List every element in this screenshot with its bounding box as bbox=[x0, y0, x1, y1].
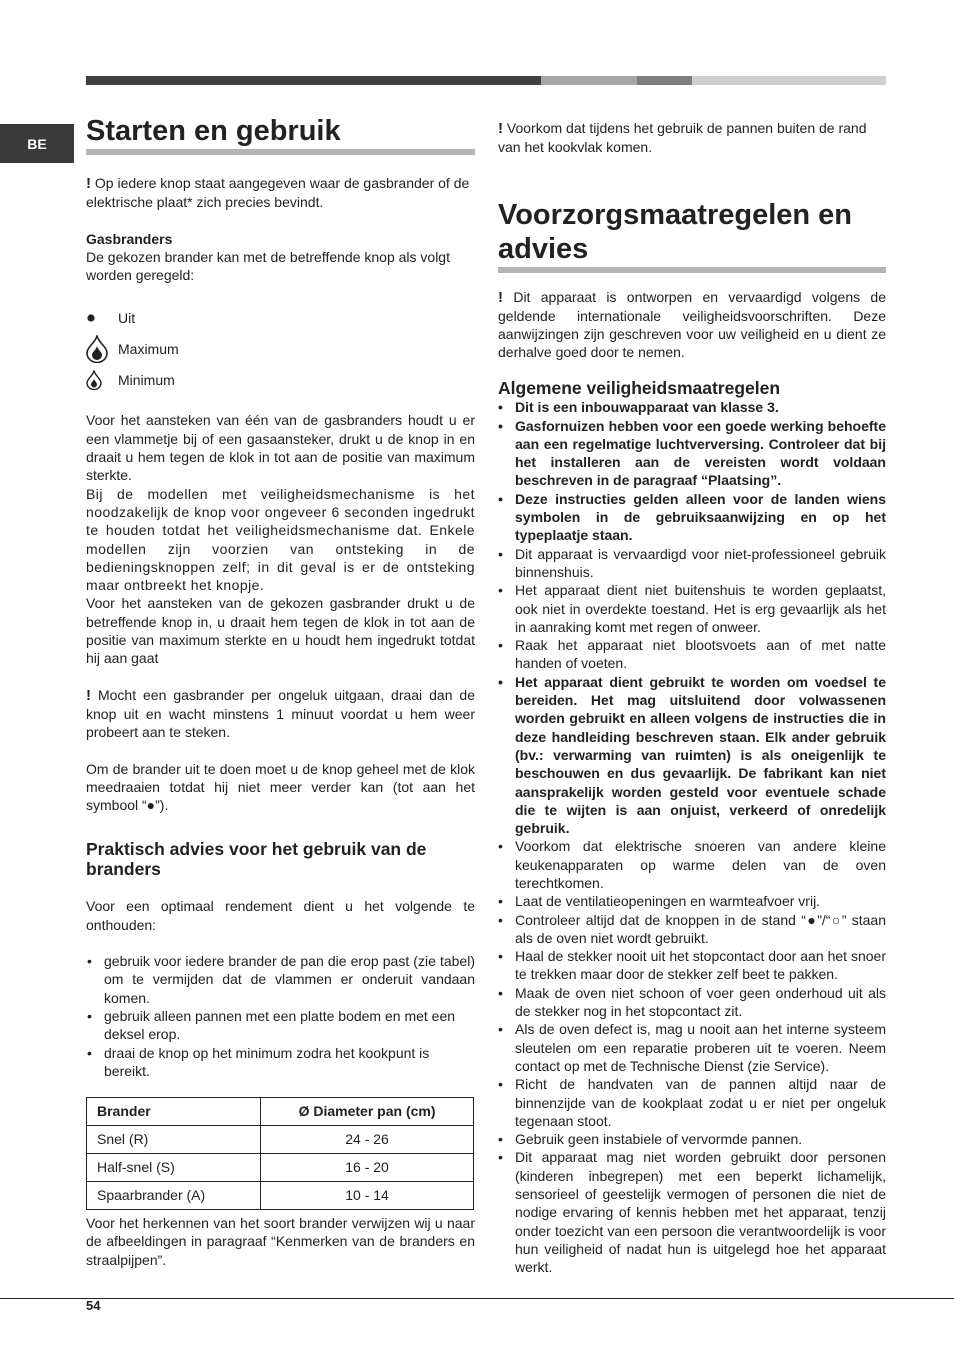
top-warning-text: Voorkom dat tijdens het gebruik de pannen buiten de rand van het kookvlak komen. bbox=[498, 120, 867, 156]
symbol-label: Maximum bbox=[118, 340, 179, 357]
symbol-row-maximum bbox=[86, 333, 475, 364]
table-cell: 16 - 20 bbox=[261, 1154, 474, 1182]
list-item: • Het apparaat dient gebruikt te worden om voedsel te bereiden. Het mag uitsluitend door volwassenen worden gebruikt en alleen volgens de instructies die in deze handleiding beschreven staan. Elk ander gebruik (bv.: verwarming van ruimten) is als oneigenlijk te beschouwen en dus gevaarlijk. De fabrikant kan niet aansprakelijk worden gesteld voor eventuele schade die te wijten is aan onjuist, verkeerd of onredelijk gebruik. bbox=[498, 673, 886, 838]
list-item: • Maak de oven niet schoon of voer geen onderhoud uit als de stekker nog in het stopcontact zit. bbox=[498, 984, 886, 1021]
bar-segment bbox=[86, 76, 541, 85]
intro-text: Op iedere knop staat aangegeven waar de gasbrander of de elektrische plaat* zich precies bevindt. bbox=[86, 175, 470, 211]
safety-intro bbox=[498, 288, 886, 362]
symbol-row-minimum bbox=[86, 364, 475, 395]
bar-segment bbox=[637, 76, 692, 85]
safety-list bbox=[498, 398, 886, 1276]
top-color-bar bbox=[86, 76, 886, 85]
exclamation-icon: ! bbox=[498, 120, 503, 137]
table-row bbox=[87, 1126, 474, 1154]
advice-list bbox=[86, 952, 475, 1080]
bar-segment bbox=[541, 76, 637, 85]
exclamation-icon: ! bbox=[498, 288, 503, 306]
table-row bbox=[87, 1154, 474, 1182]
off-text: Om de brander uit te doen moet u de knop geheel met de klok meedraaien totdat hij niet meer verder kan (tot aan het symbool “●”). bbox=[86, 760, 475, 814]
right-column bbox=[498, 119, 886, 1277]
safety-text: Bij de modellen met veiligheidsmechanisme is het noodzakelijk de knop voor ongeveer 6 seconden ingedrukt te houden totdat het veiligheidsmechanisme dat. Enkele modellen zijn voorzien van ontsteking in de bedieningsknoppen zelf; in dit geval is er de ontsteking maar ontbreekt het knopje. bbox=[86, 485, 475, 594]
footer-rule bbox=[0, 1298, 954, 1299]
table-cell: Half-snel (S) bbox=[87, 1154, 261, 1182]
gas-heading: Gasbranders bbox=[86, 230, 173, 247]
large-flame-icon bbox=[86, 335, 118, 363]
small-flame-icon bbox=[86, 370, 118, 390]
list-item: • gebruik alleen pannen met een platte bodem en met een deksel erop. bbox=[86, 1007, 475, 1044]
list-item: • Het apparaat dient niet buitenshuis te worden geplaatst, ook niet in overdekte toestand. Het is erg gevaarlijk als het in aanraking komt met regen of onweer. bbox=[498, 581, 886, 636]
list-item: • Dit is een inbouwapparaat van klasse 3. bbox=[498, 398, 886, 416]
list-item: • gebruik voor iedere brander de pan die erop past (zie tabel) om te vermijden dat de vlammen er onderuit vandaan komen. bbox=[86, 952, 475, 1007]
advice-heading: Praktisch advies voor het gebruik van de branders bbox=[86, 839, 427, 879]
gas-text: De gekozen brander kan met de betreffende knop als volgt worden geregeld: bbox=[86, 248, 450, 284]
advice-intro: Voor een optimaal rendement dient u het volgende te onthouden: bbox=[86, 898, 475, 933]
ignite-text: Voor het aansteken van één van de gasbranders houdt u er een vlammetje bij of een gasaansteker, drukt u de knop in en draait u hem tegen de klok in tot aan de positie van maximum sterkte. bbox=[86, 412, 475, 484]
list-item: • Gebruik geen instabiele of vervormde pannen. bbox=[498, 1130, 886, 1148]
list-item: • draai de knop op het minimum zodra het kookpunt is bereikt. bbox=[86, 1044, 475, 1081]
table-cell: 24 - 26 bbox=[261, 1126, 474, 1154]
list-item: • Dit apparaat mag niet worden gebruikt door personen (kinderen inbegrepen) met een beperkt lichamelijk, sensorieel of geestelijk vermogen of personen die niet de nodige ervaring of kennis hebben met het apparaat, tenzij onder toezicht van een persoon die verantwoordelijk is voor hun veiligheid of nadat hun is uitgelegd hoe het apparaat werkt. bbox=[498, 1148, 886, 1276]
safety-intro-text: Dit apparaat is ontworpen en vervaardigd volgens de geldende internationale veiligheidsvoorschriften. Deze aanwijzingen zijn geschreven voor uw veiligheid en u dient ze derhalve goed door te nemen. bbox=[498, 288, 886, 361]
table-header: Ø Diameter pan (cm) bbox=[261, 1098, 474, 1126]
page-number: 54 bbox=[86, 1298, 101, 1313]
ignite-text-2: Voor het aansteken van de gekozen gasbrander drukt u de betreffende knop in, u draait hem tegen de klok in tot aan de positie van maximum sterkte en u houdt hem ingedrukt totdat hij aan gaat bbox=[86, 595, 475, 667]
list-item: • Voorkom dat elektrische snoeren van andere kleine keukenapparaten op warme delen van de oven terechtkomen. bbox=[498, 837, 886, 892]
left-column bbox=[86, 114, 475, 1269]
list-item: • Dit apparaat is vervaardigd voor niet-professioneel gebruik binnenshuis. bbox=[498, 545, 886, 582]
symbol-label: Minimum bbox=[118, 371, 175, 388]
bar-segment bbox=[692, 76, 886, 85]
warning-paragraph bbox=[86, 686, 475, 742]
table-header-row bbox=[87, 1098, 474, 1126]
language-tab: BE bbox=[0, 124, 74, 163]
ignite-section bbox=[86, 411, 475, 667]
list-item: • Deze instructies gelden alleen voor de landen wiens symbolen in de gebruiksaanwijzing en op het typeplaatje staan. bbox=[498, 490, 886, 545]
table-row bbox=[87, 1182, 474, 1210]
intro-paragraph bbox=[86, 174, 475, 212]
table-cell: Snel (R) bbox=[87, 1126, 261, 1154]
off-dot-icon bbox=[86, 312, 118, 324]
exclamation-icon: ! bbox=[86, 686, 91, 704]
safety-subheading: Algemene veiligheidsmaatregelen bbox=[498, 377, 781, 398]
closing-text: Voor het herkennen van het soort brander verwijzen wij u naar de afbeeldingen in paragraaf “Kenmerken van de branders en straalpijpen”. bbox=[86, 1215, 475, 1268]
symbol-legend bbox=[86, 302, 475, 395]
list-item: • Controleer altijd dat de knoppen in de stand “●”/“○” staan als de oven niet wordt gebruikt. bbox=[498, 911, 886, 948]
section-title: Voorzorgsmaatregelen en advies bbox=[498, 198, 853, 265]
exclamation-icon: ! bbox=[86, 175, 91, 192]
title-underline bbox=[498, 267, 886, 273]
list-item: • Raak het apparaat niet blootsvoets aan of met natte handen of voeten. bbox=[498, 636, 886, 673]
title-underline bbox=[86, 149, 475, 155]
top-warning bbox=[498, 119, 886, 157]
list-item: • Haal de stekker nooit uit het stopcontact door aan het snoer te trekken maar door de stekker zelf beet te pakken. bbox=[498, 947, 886, 984]
list-item: • Als de oven defect is, mag u nooit aan het interne systeem sleutelen om een reparatie proberen uit te voeren. Neem contact op met de Technische Dienst (zie Service). bbox=[498, 1020, 886, 1075]
symbol-label: Uit bbox=[118, 309, 136, 326]
list-item: • Laat de ventilatieopeningen en warmteafvoer vrij. bbox=[498, 892, 886, 910]
list-item: • Richt de handvaten van de pannen altijd naar de binnenzijde van de kookplaat zodat u er niet per ongeluk tegenaan stoot. bbox=[498, 1075, 886, 1130]
burner-table bbox=[86, 1097, 474, 1210]
warning-text: Mocht een gasbrander per ongeluk uitgaan, draai dan de knop uit en wacht minstens 1 minuut voordat u hem weer probeert aan te steken. bbox=[86, 686, 475, 741]
table-header: Brander bbox=[87, 1098, 261, 1126]
page-title: Starten en gebruik bbox=[86, 115, 341, 147]
table-cell: 10 - 14 bbox=[261, 1182, 474, 1210]
list-item: • Gasfornuizen hebben voor een goede werking behoefte aan een regelmatige luchtverversing. Controleer dat bij het installeren aan de vereisten wordt voldaan beschreven in de paragraaf “Plaatsing”. bbox=[498, 417, 886, 490]
symbol-row-off bbox=[86, 302, 475, 333]
table-cell: Spaarbrander (A) bbox=[87, 1182, 261, 1210]
